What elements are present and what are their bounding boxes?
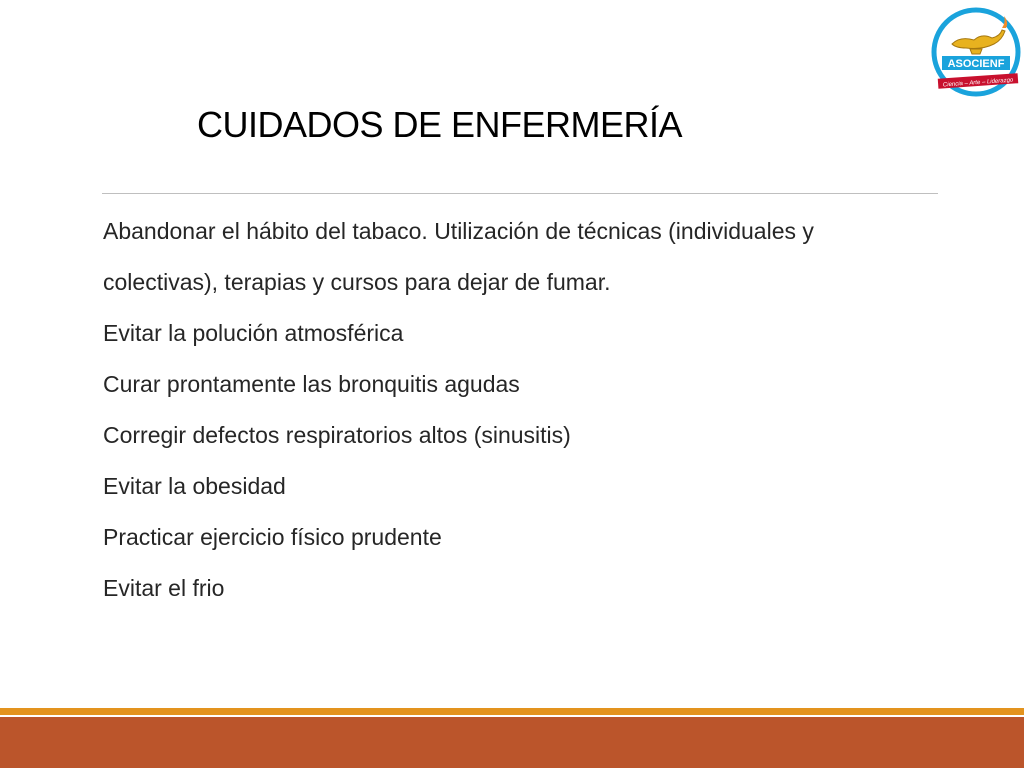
logo-name: ASOCIENF	[947, 58, 1005, 70]
title-divider	[102, 193, 938, 194]
list-item: Curar prontamente las bronquitis agudas	[103, 371, 520, 397]
bullet-list	[103, 206, 933, 614]
slide-title: CUIDADOS DE ENFERMERÍA	[197, 104, 683, 145]
footer-bar	[0, 717, 1024, 768]
asocienf-logo	[930, 6, 1022, 98]
list-item: Abandonar el hábito del tabaco. Utilización de técnicas (individuales y colectivas), terapias y cursos para dejar de fumar.	[103, 218, 814, 295]
list-item: Practicar ejercicio físico prudente	[103, 524, 442, 550]
footer-accent-bar	[0, 708, 1024, 715]
list-item: Evitar el frio	[103, 575, 225, 601]
list-item: Corregir defectos respiratorios altos (sinusitis)	[103, 422, 571, 448]
list-item: Evitar la polución atmosférica	[103, 320, 404, 346]
logo-motto: Ciencia – Arte – Liderazgo	[942, 77, 1014, 89]
list-item: Evitar la obesidad	[103, 473, 286, 499]
